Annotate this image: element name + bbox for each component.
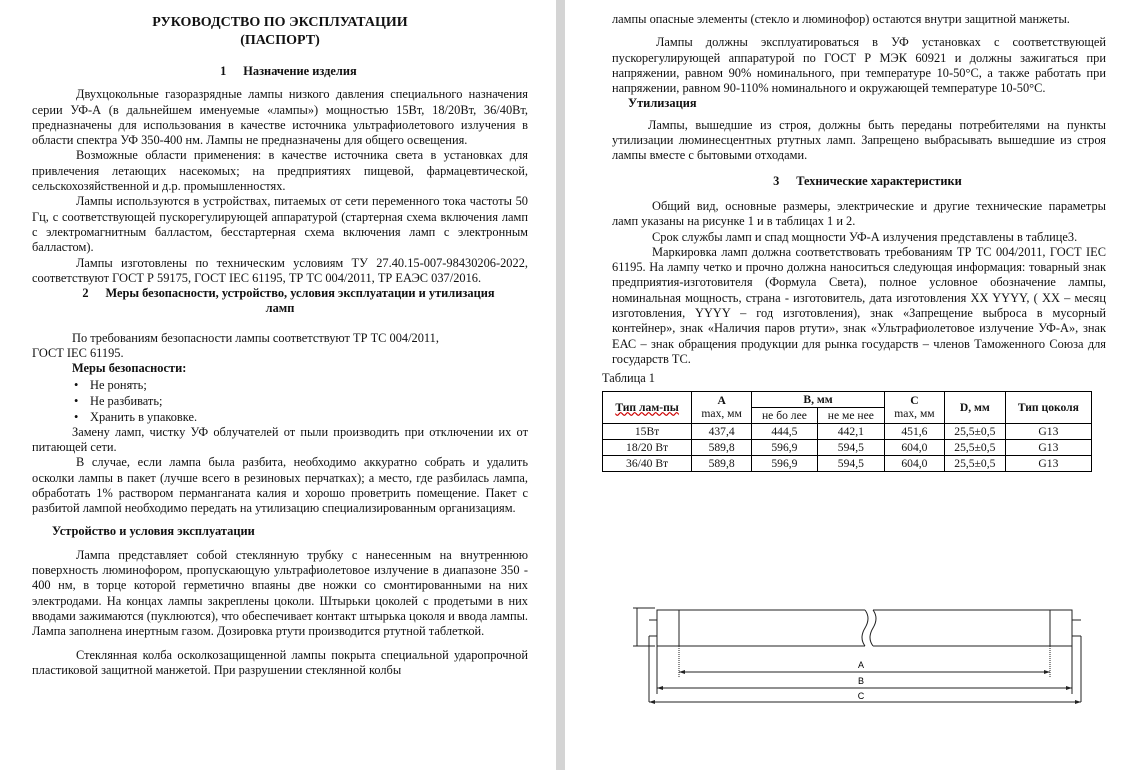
paragraph-utilization: Лампы, вышедшие из строя, должны быть переданы потребителями на пункты утилизации люминесцентных ртутных ламп. Запрещено выбрасывать вышедшие из строя лампы вместе с бытовыми отходами. — [612, 117, 1106, 163]
list-item: • Не разбивать; — [90, 393, 528, 409]
document-page-left — [0, 0, 556, 770]
section-2-title-line2: ламп — [265, 301, 295, 316]
specs-table — [602, 391, 1092, 472]
list-item: • Не ронять; — [90, 377, 528, 393]
section-2-heading — [32, 286, 528, 317]
table-header-cap: Тип цоколя — [1005, 391, 1091, 423]
paragraph-applications: Возможные области применения: в качестве источника света в установках для привлечения летающих насекомых; на предприятиях пищевой, фармацевтической, сельскохозяйственной и д.р. промышленностях. — [32, 148, 528, 194]
paragraph-purpose: Двухцокольные газоразрядные лампы низкого давления специального назначения серии УФ-А (в дальнейшем именуемые «лампы») мощностью 15Вт, 18/20Вт, 36/40Вт, предназначены для использования в качестве источника ультрафиолетового излучения в области спектра УФ 350-400 нм. Лампы не предназначены для общего освещения. — [32, 87, 528, 148]
table-header-type: Тип лам-пы — [603, 391, 692, 423]
section-2-title-line1: Меры безопасности, устройство, условия эксплуатации и утилизация — [105, 286, 495, 301]
table-caption: Таблица 1 — [602, 371, 655, 386]
section-3-heading — [612, 174, 1106, 189]
safety-list — [32, 377, 528, 425]
table-header-b-max: не бо лее — [752, 407, 818, 423]
paragraph-general-view: Общий вид, основные размеры, электрические и другие технические параметры ламп указаны на рисунке 1 и в таблицах 1 и 2. — [612, 198, 1106, 229]
section-2-number: 2 — [82, 286, 89, 301]
table-row: 36/40 Вт 589,8 596,9 594,5 604,0 25,5±0,5 G13 — [603, 455, 1092, 471]
lamp-dimension-drawing — [625, 598, 1095, 710]
table-header-a: А max, мм — [692, 391, 752, 423]
table-header-b: В, мм — [752, 391, 885, 407]
right-page-content — [602, 12, 1106, 472]
table-header-c: С max, мм — [884, 391, 944, 423]
paragraph-device: Лампа представляет собой стеклянную трубку с нанесенным на внутреннюю поверхность люминофором, пропускающую ультрафиолетовое излучение в диапазоне 350 - 400 нм, в торце которой герметично впаяны две ножки со смонтированными на них электродами. На концах лампы закреплены цоколи. Штырьки цоколей с продетыми в них вводами зажимаются (пуклюются), что обеспечивает контакт штырька цоколя и ввода лампы. Лампа заполнена инертным газом. Дозировка ртути производится ртутной таблеткой. — [32, 547, 528, 639]
table-header-row — [603, 391, 1092, 407]
paragraph-sleeve: лампы опасные элементы (стекло и люминофор) остаются внутри защитной манжеты. — [612, 12, 1070, 26]
paragraph-replacement: Замену ламп, чистку УФ облучателей от пыли производить при отключении их от питающей сети. — [32, 424, 528, 454]
paragraph-safety-req: По требованиям безопасности лампы соответствуют ТР ТС 004/2011, — [72, 330, 439, 345]
table-header-d: D, мм — [944, 391, 1005, 423]
paragraph-lifetime: Срок службы ламп и спад мощности УФ-А излучения представлены в таблице3. — [652, 229, 1078, 244]
table-row: 15Вт 437,4 444,5 442,1 451,6 25,5±0,5 G13 — [603, 423, 1092, 439]
left-page-content — [32, 12, 528, 678]
paragraph-flask: Стеклянная колба осколкозащищенной лампы покрыта специальной ударопрочной пластиковой защитной манжетой. При разрушении стеклянной колбы — [32, 647, 528, 677]
section-1-title: Назначение изделия — [243, 64, 357, 78]
dim-label-a: A — [857, 660, 865, 670]
device-heading: Устройство и условия эксплуатации — [52, 524, 255, 539]
utilization-heading: Утилизация — [628, 96, 697, 111]
paragraph-operation: Лампы должны эксплуатироваться в УФ установках с соответствующей пускорегулирующей аппаратурой по ГОСТ Р МЭК 60921 и должны зажигаться при напряжении, равном 90% номинального, при температуре 10-50°С, а также работать при напряжении, равном 90-110% номинального и окружающей температуре 10-50°С. — [612, 35, 1106, 96]
safety-heading: Меры безопасности: — [72, 361, 187, 376]
doc-title-line1: РУКОВОДСТВО ПО ЭКСПЛУАТАЦИИ — [152, 15, 408, 30]
paragraph-marking: Маркировка ламп должна соответствовать требованиям ТР ТС 004/2011, ГОСТ IEC 61195. На лампу четко и прочно должна наноситься следующая информация: товарный знак предприятия-изготовителя (Формула Света), полное условное обозначение лампы, номинальная мощность, страна - изготовитель, дата изготовления XX YYYY, ( XX – месяц изготовления, YYYY – год изготовления), знак «Запрещение выброса в мусорный контейнер», знак «Наличия паров ртути», знак «Ультрафиолетовое излучение УФ-А», знак ЕАС – знак обращения продукции для рынка государств – членов Таможенного Союза для государств ТС. — [612, 244, 1106, 366]
table-row: 18/20 Вт 589,8 596,9 594,5 604,0 25,5±0,5 G13 — [603, 439, 1092, 455]
section-3-number: 3 — [773, 173, 780, 188]
paragraph-broken-lamp: В случае, если лампа была разбита, необходимо аккуратно собрать и удалить осколки лампы в пакет (лучше всего в резиновых перчатках); а место, где разбилась лампа, обработать 1% раствором перманганата калия и хорошо проветрить помещение. Пакет с разбитой лампой необходимо передать на утилизацию специализированным организациям. — [32, 455, 528, 516]
paragraph-safety-req-cont: ГОСТ IEC 61195. — [32, 346, 124, 361]
document-page-right — [565, 0, 1134, 770]
dim-label-b: B — [857, 676, 865, 686]
list-item: • Хранить в упаковке. — [90, 409, 528, 425]
dim-label-c: C — [857, 691, 865, 701]
table-header-b-min: не ме нее — [817, 407, 884, 423]
doc-title-line2: (ПАСПОРТ) — [240, 33, 320, 48]
section-1-heading — [32, 64, 528, 79]
section-3-title: Технические характеристики — [796, 173, 962, 188]
paragraph-standards: Лампы изготовлены по техническим условиям ТУ 27.40.15-007-98430206-2022, соответствуют ГОСТ Р 59175, ГОСТ IEC 61195, ТР ТС 004/2011, ТР ЕАЭС 037/2016. — [32, 255, 528, 285]
section-1-number: 1 — [220, 64, 227, 78]
paragraph-usage: Лампы используются в устройствах, питаемых от сети переменного тока частоты 50 Гц, с соответствующей пускорегулирующей аппаратурой (стартерная схема включения ламп с электромагнитным балластом, бесстартерная схема включения ламп с электронным балластом). — [32, 194, 528, 255]
doc-title — [32, 14, 528, 50]
